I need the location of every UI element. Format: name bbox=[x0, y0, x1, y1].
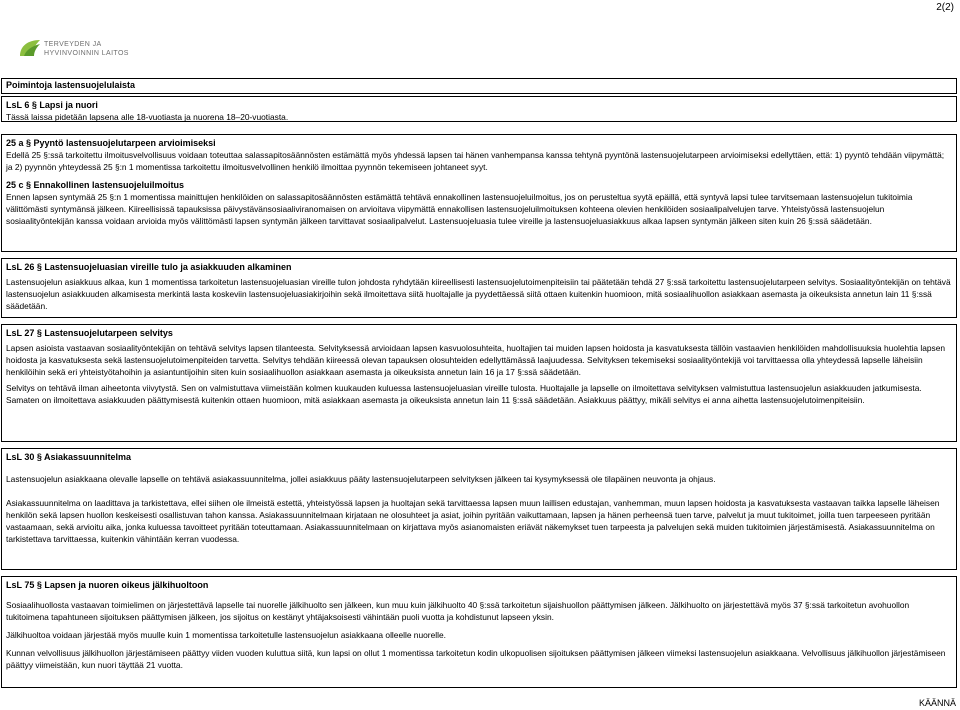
section-25a-title: 25 a § Pyyntö lastensuojelutarpeen arvioimiseksi bbox=[6, 138, 216, 148]
section-75-title: LsL 75 § Lapsen ja nuoren oikeus jälkihuoltoon bbox=[6, 580, 209, 590]
section-30-text-1: Lastensuojelun asiakkaana olevalle lapselle on tehtävä asiakassuunnitelma, jollei asiakkuus pääty lastensuojelutarpeen selvityksen jälkeen tai kysymyksessä ole tilapäinen neuvonta ja ohjaus. bbox=[6, 474, 716, 484]
thl-logo-icon bbox=[18, 38, 42, 58]
section-27-text-2: Selvitys on tehtävä ilman aiheetonta viivytystä. Sen on valmistuttava viimeistään kolmen kuukauden kuluessa lastensuojeluasian vireille tulosta. Huoltajalle ja lapselle on ilmoitettava selvityksen valmistuttua lastensuojelun asiakkuuden jatkumisesta. Samaten on ilmoitettava asiakkuuden päättymisestä kuitenkin ottaen huomioon, mitä asiakkaan asemasta ja oikeuksista annetun lain 11 §:ssä säädetään. Asiakkuus päättyy, mikäli selvitys ei anna aihetta lastensuojelutoimenpiteisiin. bbox=[6, 383, 922, 405]
section-6 bbox=[1, 96, 957, 122]
section-75-text-1: Sosiaalihuollosta vastaavan toimielimen on järjestettävä lapselle tai nuorelle jälkihuolto sen jälkeen, kun muu kuin jälkihuolto 40 §:ssä tarkoitetun sijaishuollon päättymisen jälkeen. Jälkihuolto on järjestettävä myös 37 §:ssä tarkoitetun avohuollon tukitoimena tapahtuneen sijoituksen päättymisen jälkeen, jos sijoitus on kestänyt yhtäjaksoisesti vähintään puoli vuotta ja kohdistunut lapseen yksin. bbox=[6, 600, 910, 622]
section-27-title: LsL 27 § Lastensuojelutarpeen selvitys bbox=[6, 328, 173, 338]
section-30-title: LsL 30 § Asiakassuunnitelma bbox=[6, 452, 132, 462]
thl-logo bbox=[18, 38, 143, 60]
section-75-text-2: Jälkihuoltoa voidaan järjestää myös muulle kuin 1 momentissa tarkoitetulle lastensuojelun asiakkaana olleelle nuorelle. bbox=[6, 630, 446, 640]
section-75-text-3: Kunnan velvollisuus jälkihuollon järjestämiseen päättyy viiden vuoden kuluttua siitä, kun lapsi on ollut 1 momentissa tarkoitetun kodin ulkopuolisen sijoituksen päättymisen jälkeen viimeksi lastensuojelun asiakkaana. Velvollisuus jälkihuollon järjestämiseen päättyy viimeistään, kun nuori täyttää 21 vuotta. bbox=[6, 648, 946, 670]
section-27 bbox=[1, 324, 957, 442]
turn-page-note: KÄÄNNÄ bbox=[918, 698, 956, 708]
section-75 bbox=[1, 576, 957, 688]
section-25c-text: Ennen lapsen syntymää 25 §:n 1 momentissa mainittujen henkilöiden on salassapitosäännösten estämättä tehtävä ennakollinen lastensuojeluilmoitus, jos on perusteltua syytä epäillä, että syntyvä lapsi tulee tarvitsemaan lastensuojelun tukitoimia välittömästi syntymänsä jälkeen. Kiireellisissä tapauksissa päivystävänsosiaaliviranomaisen on arvioitava viipymättä ennakollisen lastensuojeluilmoituksen kohteena olevien henkilöiden sosiaalipalvelujen tarve. Yhteistyössä lastensuojelun sosiaalityöntekijän kanssa voidaan arvioida myös välittömästi lapsen syntymän jälkeen tarvittavat sosiaalipalvelut. Lastensuojeluasia tulee vireille ja lastensuojeluasiakkuus alkaa lapsen syntymän jälkeen siten kuin 26 §:ssä säädetään. bbox=[6, 192, 913, 226]
logo-text-line1: TERVEYDEN JA bbox=[44, 41, 102, 48]
section-25a-25c bbox=[1, 134, 957, 252]
section-25c-title: 25 c § Ennakollinen lastensuojeluilmoitus bbox=[6, 180, 185, 190]
section-title-box bbox=[1, 78, 957, 94]
section-26 bbox=[1, 258, 957, 318]
section-6-text: Tässä laissa pidetään lapsena alle 18-vuotiasta ja nuorena 18–20-vuotiasta. bbox=[6, 112, 289, 122]
section-26-text: Lastensuojelun asiakkuus alkaa, kun 1 momentissa tarkoitetun lastensuojeluasian vireille tulon johdosta ryhdytään kiireellisesti lastensuojelutoimenpiteisiin tai päätetään tehdä 27 §:ssä tarkoitettu lastensuojelutarpeen selvitys. Sosiaalityöntekijän on tehtävä lastensuojelun asiakkuuden alkamisesta merkintä lasta koskeviin lastensuojeluasiakirjoihin sekä ilmoitettava siitä huoltajalle ja pyydettäessä siitä ottaen kuitenkin huomioon, mitä sosiaalihuollon asiakkaan asemasta ja oikeuksista annetun lain 11 §:ssä säädetään. bbox=[6, 277, 951, 311]
section-26-title: LsL 26 § Lastensuojeluasian vireille tulo ja asiakkuuden alkaminen bbox=[6, 262, 292, 272]
section-title: Poimintoja lastensuojelulaista bbox=[6, 80, 136, 90]
section-30-text-2: Asiakassuunnitelma on laadittava ja tarkistettava, ellei siihen ole ilmeistä estettä, yhteistyössä lapsen ja huoltajan sekä tarvittaessa lapsen muun laillisen edustajan, vanhemman, muun lapsen hoidosta ja kasvatuksesta vastaavan taikka lapselle läheisen henkilön sekä lapsen huollon keskeisesti osallistuvan tahon kanssa. Asiakassuunnitelmaan kirjataan ne olosuhteet ja asiat, joihin pyritään vaikuttamaan, lapsen ja hänen perheensä tuen tarve, palvelut ja muut tukitoimet, joilla tuen tarpeeseen pyritään vastaamaan, sekä arvioitu aika, jonka kuluessa tavoitteet pyritään toteuttamaan. Asiakassuunnitelmaan on kirjattava myös asianomaisten eriävät näkemykset tuen tarpeesta ja palvelujen sekä muiden tukitoimien järjestämisestä. Asiakassuunnitelma on tarkistettava tarvittaessa, kuitenkin vähintään kerran vuodessa. bbox=[6, 498, 940, 544]
logo-text-line2: HYVINVOINNIN LAITOS bbox=[44, 50, 129, 57]
section-6-title: LsL 6 § Lapsi ja nuori bbox=[6, 100, 98, 110]
section-27-text-1: Lapsen asioista vastaavan sosiaalityöntekijän on tehtävä selvitys lapsen tilanteesta. Selvityksessä arvioidaan lapsen kasvuolosuhteita, huoltajien tai muiden lapsen hoidosta ja kasvatuksesta tällöin vastaavien henkilöiden mahdollisuuksia huolehtia lapsen hoidosta ja kasvatuksesta sekä lastensuojelutoimenpiteiden tarvetta. Selvitys tehdään kiireessä olevan tapauksen olosuhteiden edellyttämässä laajuudessa. Selvityksen tekemiseksi sosiaalityöntekijä voi tarvittaessa olla yhteydessä lapselle läheisiin henkilöihin sekä eri yhteistyötahoihin ja asiantuntijoihin siten kuin sosiaalihuollon asiakkaan asemasta ja oikeuksista annetun lain 16 ja 17 §:ssä säädetään. bbox=[6, 343, 946, 377]
section-30 bbox=[1, 448, 957, 570]
page-number: 2(2) bbox=[936, 2, 954, 13]
section-25a-text: Edellä 25 §:ssä tarkoitettu ilmoitusvelvollisuus voidaan toteuttaa salassapitosäännösten estämättä myös yhdessä lapsen tai hänen vanhempansa kanssa tehtynä pyyntönä lastensuojelutarpeen arvioimiseksi edellyttäen, että: 1) pyyntö tehdään viipymättä; ja 2) pyynnön yhteydessä 25 §:n 1 momentissa tarkoitettu ilmoitusvelvollinen henkilö ilmoittaa pyynnön tekemiseen johtaneet syyt. bbox=[6, 150, 945, 172]
